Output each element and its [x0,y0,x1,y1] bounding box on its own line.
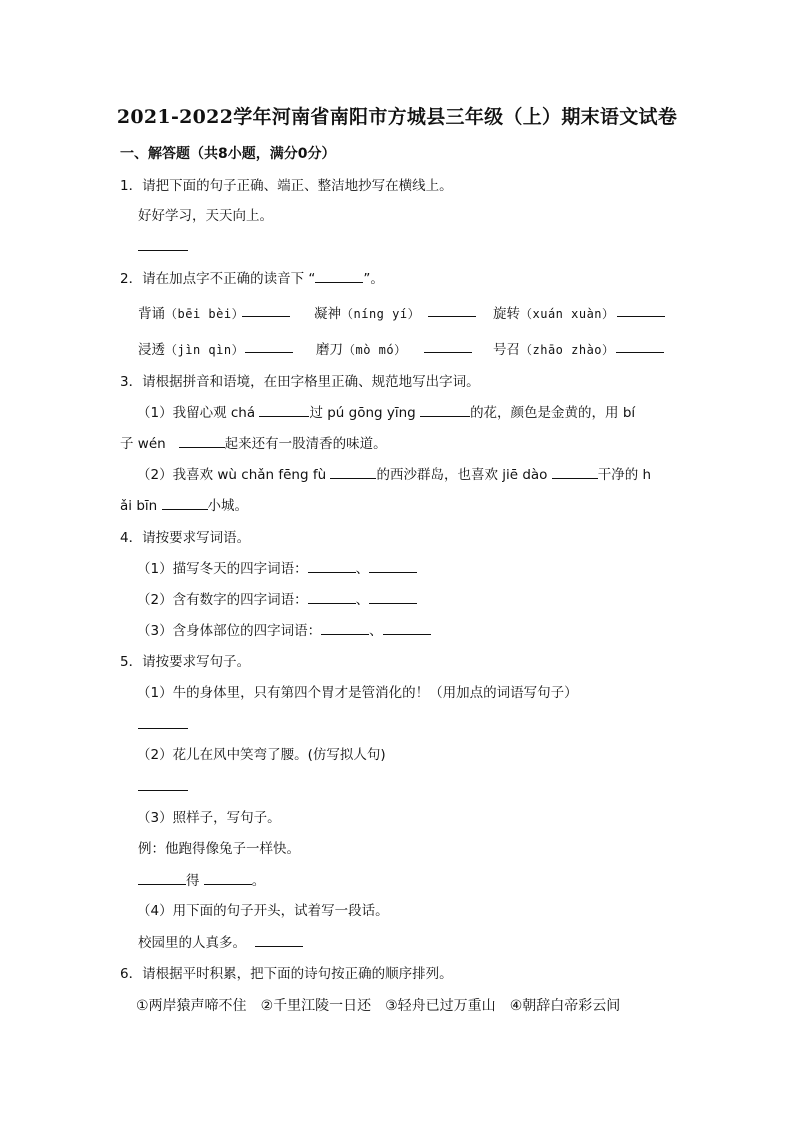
q2-word: 浸透 [138,342,165,358]
question-1-sentence: 好好学习，天天向上。 [138,208,273,224]
q2-answer-blank-6[interactable] [616,338,664,357]
q4-text: （3）含身体部位的四字词语： [137,623,322,639]
q2-word: 背诵 [138,306,165,322]
question-5-example: 例：他跑得像兔子一样快。 [138,841,300,857]
question-5-part-4: （4）用下面的句子开头，试着写一段话。 [137,903,389,919]
q2-word: 号召 [493,342,520,358]
q4-separator: 、 [369,623,383,639]
q3-blank-wuchanfengfu[interactable] [330,464,376,479]
q5-start-sentence: 校园里的人真多。 [138,935,246,951]
poem-line: ③轻舟已过万重山 [385,998,496,1014]
q5-blank[interactable] [255,932,303,947]
q2-pinyin: （níng yí） [341,307,421,321]
q3-blank-pugongying[interactable] [420,402,470,417]
question-5-stem: 5．请按要求写句子。 [120,654,251,670]
q3-text: 起来还有一股清香的味道。 [224,436,387,452]
q2-item-6 [493,338,615,358]
q2-pinyin: （xuán xuàn） [520,307,615,321]
question-5-part-3: （3）照样子，写句子。 [137,810,281,826]
question-3-part-2-line-1 [137,464,651,485]
q3-text: 小城。 [207,498,248,514]
q2-word: 磨刀 [316,342,343,358]
question-2-stem-start: 2．请在加点字不正确的读音下 “ [120,271,316,287]
poem-line: ④朝辞白帝彩云间 [509,998,621,1014]
q2-answer-blank-2[interactable] [428,302,476,321]
poem-line: ②千里江陵一日还 [260,998,372,1014]
q4-blank[interactable] [308,558,356,573]
question-5-part-2: （2）花儿在风中笑弯了腰。(仿写拟人句) [137,747,386,763]
q2-item-4 [138,338,244,358]
q2-pinyin: （zhāo zhào） [520,343,615,357]
question-3-stem: 3．请根据拼音和语境，在田字格里正确、规范地写出字词。 [120,374,480,390]
question-2-stem-blank [315,268,363,283]
question-1-stem: 1．请把下面的句子正确、端正、整洁地抄写在横线上。 [120,178,453,194]
q3-text: ǎi bīn [120,498,158,514]
q4-separator: 、 [355,561,370,577]
q4-separator: 、 [355,592,370,608]
poem-line: ①两岸猿声啼不住 [136,998,247,1014]
q3-text: （1）我留心观 chá [137,405,256,421]
exam-title: 2021-2022学年河南省南阳市方城县三年级（上）期末语文试卷 [116,106,678,128]
q2-item-5 [316,338,407,358]
question-3-part-1-line-2 [120,433,387,454]
question-4-stem: 4．请按要求写词语。 [120,530,251,546]
q2-pinyin: （mò mó） [343,343,407,357]
question-5-part-1: （1）牛的身体里，只有第四个胃才是管消化的！（用加点的词语写句子） [137,685,578,701]
question-5-part-4-start [138,932,303,953]
question-3-part-1-line-1 [137,402,635,423]
q4-text: （1）描写冬天的四字词语： [137,561,308,577]
q4-blank[interactable] [308,589,356,604]
q2-item-3 [493,302,615,322]
question-3-part-2-line-2 [120,495,248,516]
question-4-part-2 [137,589,417,610]
q2-item-2 [314,302,420,322]
question-5-part-2-blank[interactable] [138,776,188,797]
q3-text: 的西沙群岛，也喜欢 jiē dào [376,467,548,483]
q3-blank-guancha[interactable] [259,402,309,417]
question-6-stem: 6．请根据平时积累，把下面的诗句按正确的顺序排列。 [120,966,453,982]
q4-blank[interactable] [369,558,417,573]
q3-text: （2）我喜欢 wù chǎn fēng fù [137,467,327,483]
q2-word: 凝神 [314,306,341,322]
q3-text: 干净的 h [597,467,652,483]
q2-answer-blank-4[interactable] [245,338,293,357]
q2-answer-blank-3[interactable] [617,302,665,321]
question-4-part-1 [137,558,417,579]
q4-text: （2）含有数字的四字词语： [137,592,308,608]
q2-answer-blank-1[interactable] [242,302,290,321]
q2-pinyin: （jìn qìn） [165,343,245,357]
section-heading: 一、解答题（共8小题，满分0分） [120,146,336,162]
q5-period: 。 [251,873,266,889]
question-5-part-3-answer [138,870,265,891]
question-5-part-1-blank[interactable] [138,714,188,735]
q2-item-1 [138,302,244,322]
q5-de: 得 [186,873,200,889]
q5-blank[interactable] [204,870,252,885]
q5-blank[interactable] [138,870,186,885]
question-4-part-3 [137,620,431,641]
q4-blank[interactable] [383,620,431,635]
q3-text: 子 wén [120,436,166,452]
question-1-answer-blank[interactable] [138,236,188,257]
question-2-stem [120,268,384,289]
q4-blank[interactable] [321,620,369,635]
question-2-stem-end: ”。 [363,271,384,287]
q3-text: 过 pú gōng yīng [309,405,416,421]
q2-pinyin: （bēi bèi） [165,307,245,321]
q3-blank-jiedao[interactable] [552,464,598,479]
q3-text: 的花，颜色是金黄的，用 bí [470,405,636,421]
q3-blank-biziwen[interactable] [179,433,225,448]
q2-word: 旋转 [493,306,520,322]
q4-blank[interactable] [369,589,417,604]
q3-blank-haibin[interactable] [162,495,208,510]
q2-answer-blank-5[interactable] [424,338,472,357]
question-6-poem-lines [136,995,634,1015]
